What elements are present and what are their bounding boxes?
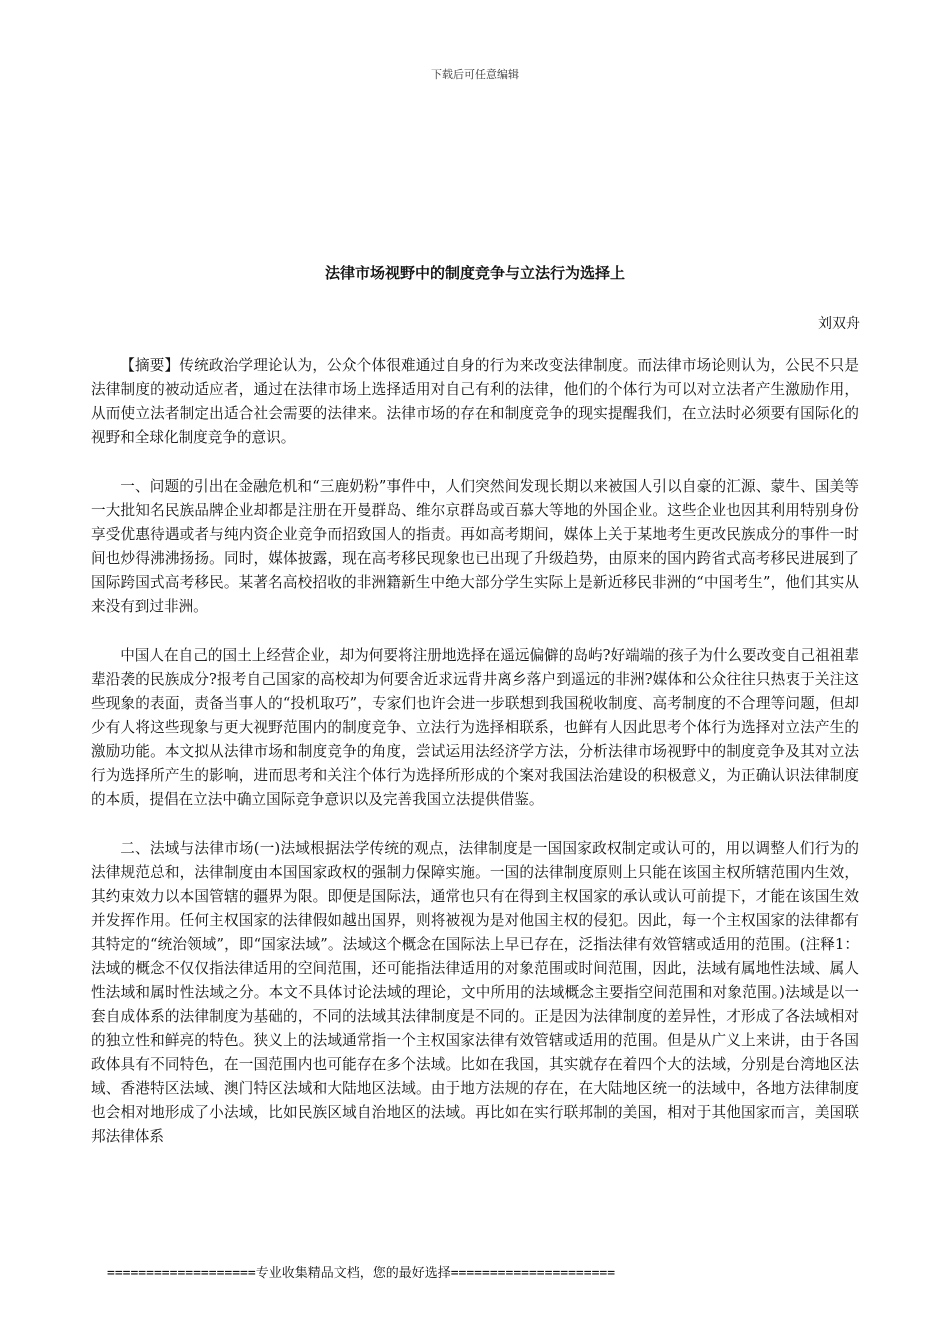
document-body [91, 354, 859, 1174]
document-title: 法律市场视野中的制度竞争与立法行为选择上 [324, 264, 625, 282]
document-author: 刘双舟 [818, 316, 860, 332]
header-note: 下载后可任意编辑 [431, 68, 519, 81]
abstract-paragraph: 【摘要】传统政治学理论认为，公众个体很难通过自身的行为来改变法律制度。而法律市场论则认为，公民不只是法律制度的被动适应者，通过在法律市场上选择适用对自己有利的法律，他们的个体行为可以对立法者产生激励作用，从而使立法者制定出适合社会需要的法律来。法律市场的存在和制度竞争的现实提醒我们，在立法时必须要有国际化的视野和全球化制度竞争的意识。 [91, 357, 859, 446]
body-paragraph: 一、问题的引出在金融危机和“三鹿奶粉”事件中，人们突然间发现长期以来被国人引以自豪的汇源、蒙牛、国美等一大批知名民族品牌企业却都是注册在开曼群岛、维尔京群岛或百慕大等地的外国企业。这些企业也因其利用特别身份享受优惠待遇或者与纯内资企业竞争而招致国人的指责。再如高考期间，媒体上关于某地考生更改民族成分的事件一时间也炒得沸沸扬扬。同时，媒体披露，现在高考移民现象也已出现了升级趋势，由原来的国内跨省式高考移民进展到了国际跨国式高考移民。某著名高校招收的非洲籍新生中绝大部分学生实际上是新近移民非洲的“中国考生”，他们其实从来没有到过非洲。 [91, 478, 859, 615]
footer-note: ===================专业收集精品文档，您的最好选择===================== [107, 1266, 616, 1281]
body-paragraph: 二、法域与法律市场(一)法域根据法学传统的观点，法律制度是一国国家政权制定或认可的，用以调整人们行为的法律规范总和，法律制度由本国国家政权的强制力保障实施。一国的法律制度原则上只能在该国主权所辖范围内生效，其约束效力以本国管辖的疆界为限。即便是国际法，通常也只有在得到主权国家的承认或认可前提下，才能在该国生效并发挥作用。任何主权国家的法律假如越出国界，则将被视为是对他国主权的侵犯。因此，每一个主权国家的法律都有其特定的“统治领域”，即“国家法域”。法域这个概念在国际法上早已存在，泛指法律有效管辖或适用的范围。(注释1：法域的概念不仅仅指法律适用的空间范围，还可能指法律适用的对象范围或时间范围，因此，法域有属地性法域、属人性法域和属时性法域之分。本文不具体讨论法域的理论，文中所用的法域概念主要指空间范围和对象范围。)法域是以一套自成体系的法律制度为基础的，不同的法域其法律制度是不同的。正是因为法律制度的差异性，才形成了各法域相对的独立性和鲜亮的特色。狭义上的法域通常指一个主权国家法律有效管辖或适用的范围。但是从广义上来讲，由于各国政体具有不同特色，在一国范围内也可能存在多个法域。比如在我国，其实就存在着四个大的法域，分别是台湾地区法域、香港特区法域、澳门特区法域和大陆地区法域。由于地方法规的存在，在大陆地区统一的法域中，各地方法律制度也会相对地形成了小法域，比如民族区域自治地区的法域。再比如在实行联邦制的美国，相对于其他国家而言，美国联邦法律体系 [91, 840, 859, 1145]
body-paragraph: 中国人在自己的国土上经营企业，却为何要将注册地选择在遥远偏僻的岛屿?好端端的孩子为什么要改变自己祖祖辈辈沿袭的民族成分?报考自己国家的高校却为何要舍近求远背井离乡落户到遥远的非洲?媒体和公众往往只热衷于关注这些现象的表面，责备当事人的“投机取巧”，专家们也许会进一步联想到我国税收制度、高考制度的不合理等问题，但却少有人将这些现象与更大视野范围内的制度竞争、立法行为选择相联系，也鲜有人因此思考个体行为选择对立法产生的激励功能。本文拟从法律市场和制度竞争的角度，尝试运用法经济学方法，分析法律市场视野中的制度竞争及其对立法行为选择所产生的影响，进而思考和关注个体行为选择所形成的个案对我国法治建设的积极意义，为正确认识法律制度的本质，提倡在立法中确立国际竞争意识以及完善我国立法提供借鉴。 [91, 647, 859, 808]
